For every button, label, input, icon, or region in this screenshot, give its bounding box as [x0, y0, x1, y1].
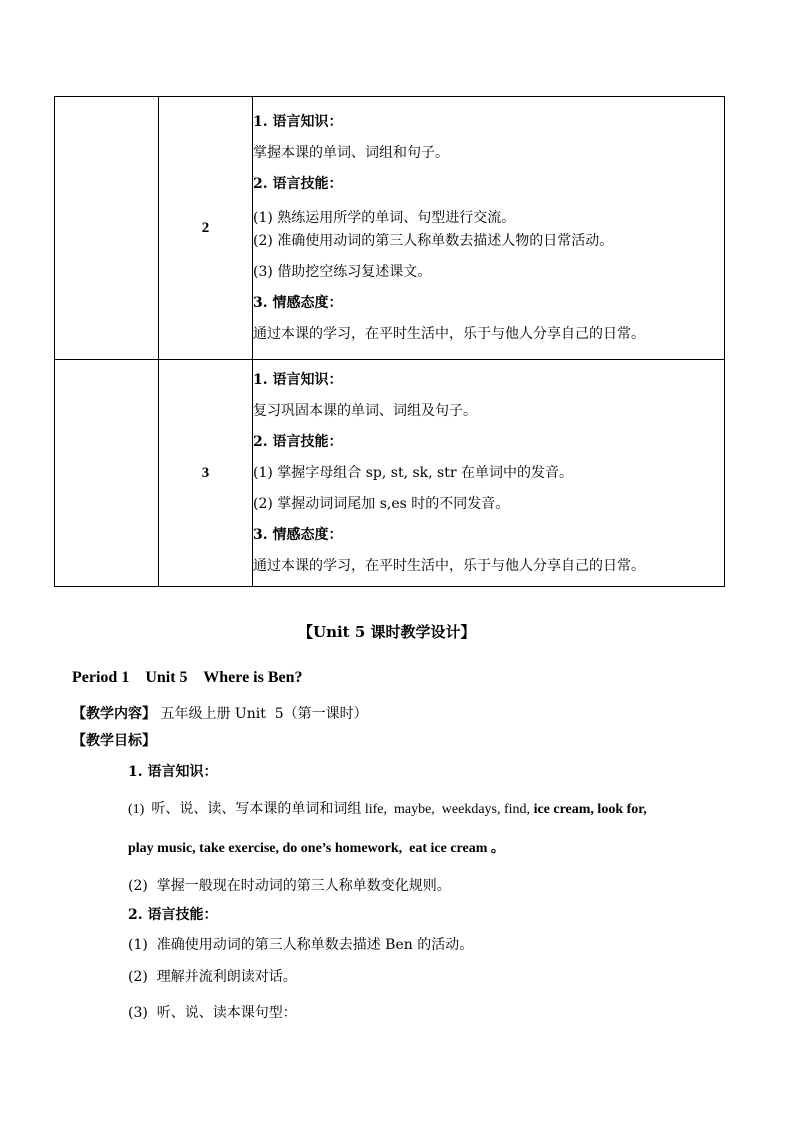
objectives-cell: [253, 97, 725, 360]
objectives-cell: [253, 360, 725, 587]
objective-line: (1) 熟练运用所学的单词、句型进行交流。: [253, 210, 516, 226]
period-heading: Period 1 Unit 5 Where is Ben?: [72, 669, 303, 686]
objective-heading: 1. 语言知识：: [253, 372, 343, 388]
objective-heading: 3. 情感态度：: [253, 527, 343, 543]
objective-line: (1) 掌握字母组合 sp, st, sk, str 在单词中的发音。: [253, 465, 574, 481]
vocab-text: (1) 听、说、读、写本课的单词和词组 life, maybe, weekdays, find,: [128, 802, 534, 817]
goal-item-vocabulary: [128, 800, 647, 820]
table-cell-empty: [55, 97, 159, 360]
goal-item: (1) 准确使用动词的第三人称单数去描述 Ben 的活动。: [128, 937, 474, 953]
table-row: [55, 97, 725, 360]
teaching-content-text: 五年级上册 Unit 5（第一课时）: [156, 706, 368, 722]
objective-heading: 1. 语言知识：: [253, 114, 343, 130]
goal-item: (2) 理解并流利朗读对话。: [128, 969, 297, 985]
vocab-text-bold: ice cream, look for,: [533, 802, 647, 817]
objective-line: (2) 掌握动词词尾加 s,es 时的不同发音。: [253, 496, 510, 512]
table-row: [55, 360, 725, 587]
section-title: 【Unit 5 课时教学设计】: [298, 623, 476, 641]
teaching-content-label: 【教学内容】: [72, 706, 156, 722]
goal-item-vocabulary-continued: play music, take exercise, do one’s homework, eat ice cream 。: [128, 841, 505, 856]
objectives-table: [54, 96, 725, 587]
period-number-cell: 3: [159, 360, 253, 587]
goal-item: (3) 听、说、读本课句型：: [128, 1005, 297, 1021]
language-skill-heading: 2. 语言技能：: [128, 907, 218, 923]
teaching-goals-label: 【教学目标】: [72, 733, 156, 749]
table-cell-empty: [55, 360, 159, 587]
teaching-content-line: [72, 704, 368, 724]
objective-line: 掌握本课的单词、词组和句子。: [253, 145, 449, 161]
objective-line: 通过本课的学习，在平时生活中，乐于与他人分享自己的日常。: [253, 558, 645, 574]
objective-line: 通过本课的学习，在平时生活中，乐于与他人分享自己的日常。: [253, 326, 645, 342]
objective-heading: 3. 情感态度：: [253, 295, 343, 311]
language-knowledge-heading: 1. 语言知识：: [128, 764, 218, 780]
goal-item: (2) 掌握一般现在时动词的第三人称单数变化规则。: [128, 878, 451, 894]
objective-line: (2) 准确使用动词的第三人称单数去描述人物的日常活动。: [253, 233, 614, 249]
objective-heading: 2. 语言技能：: [253, 176, 343, 192]
period-number-cell: 2: [159, 97, 253, 360]
objective-line: 复习巩固本课的单词、词组及句子。: [253, 403, 477, 419]
objective-line: (3) 借助挖空练习复述课文。: [253, 264, 432, 280]
objective-heading: 2. 语言技能：: [253, 434, 343, 450]
